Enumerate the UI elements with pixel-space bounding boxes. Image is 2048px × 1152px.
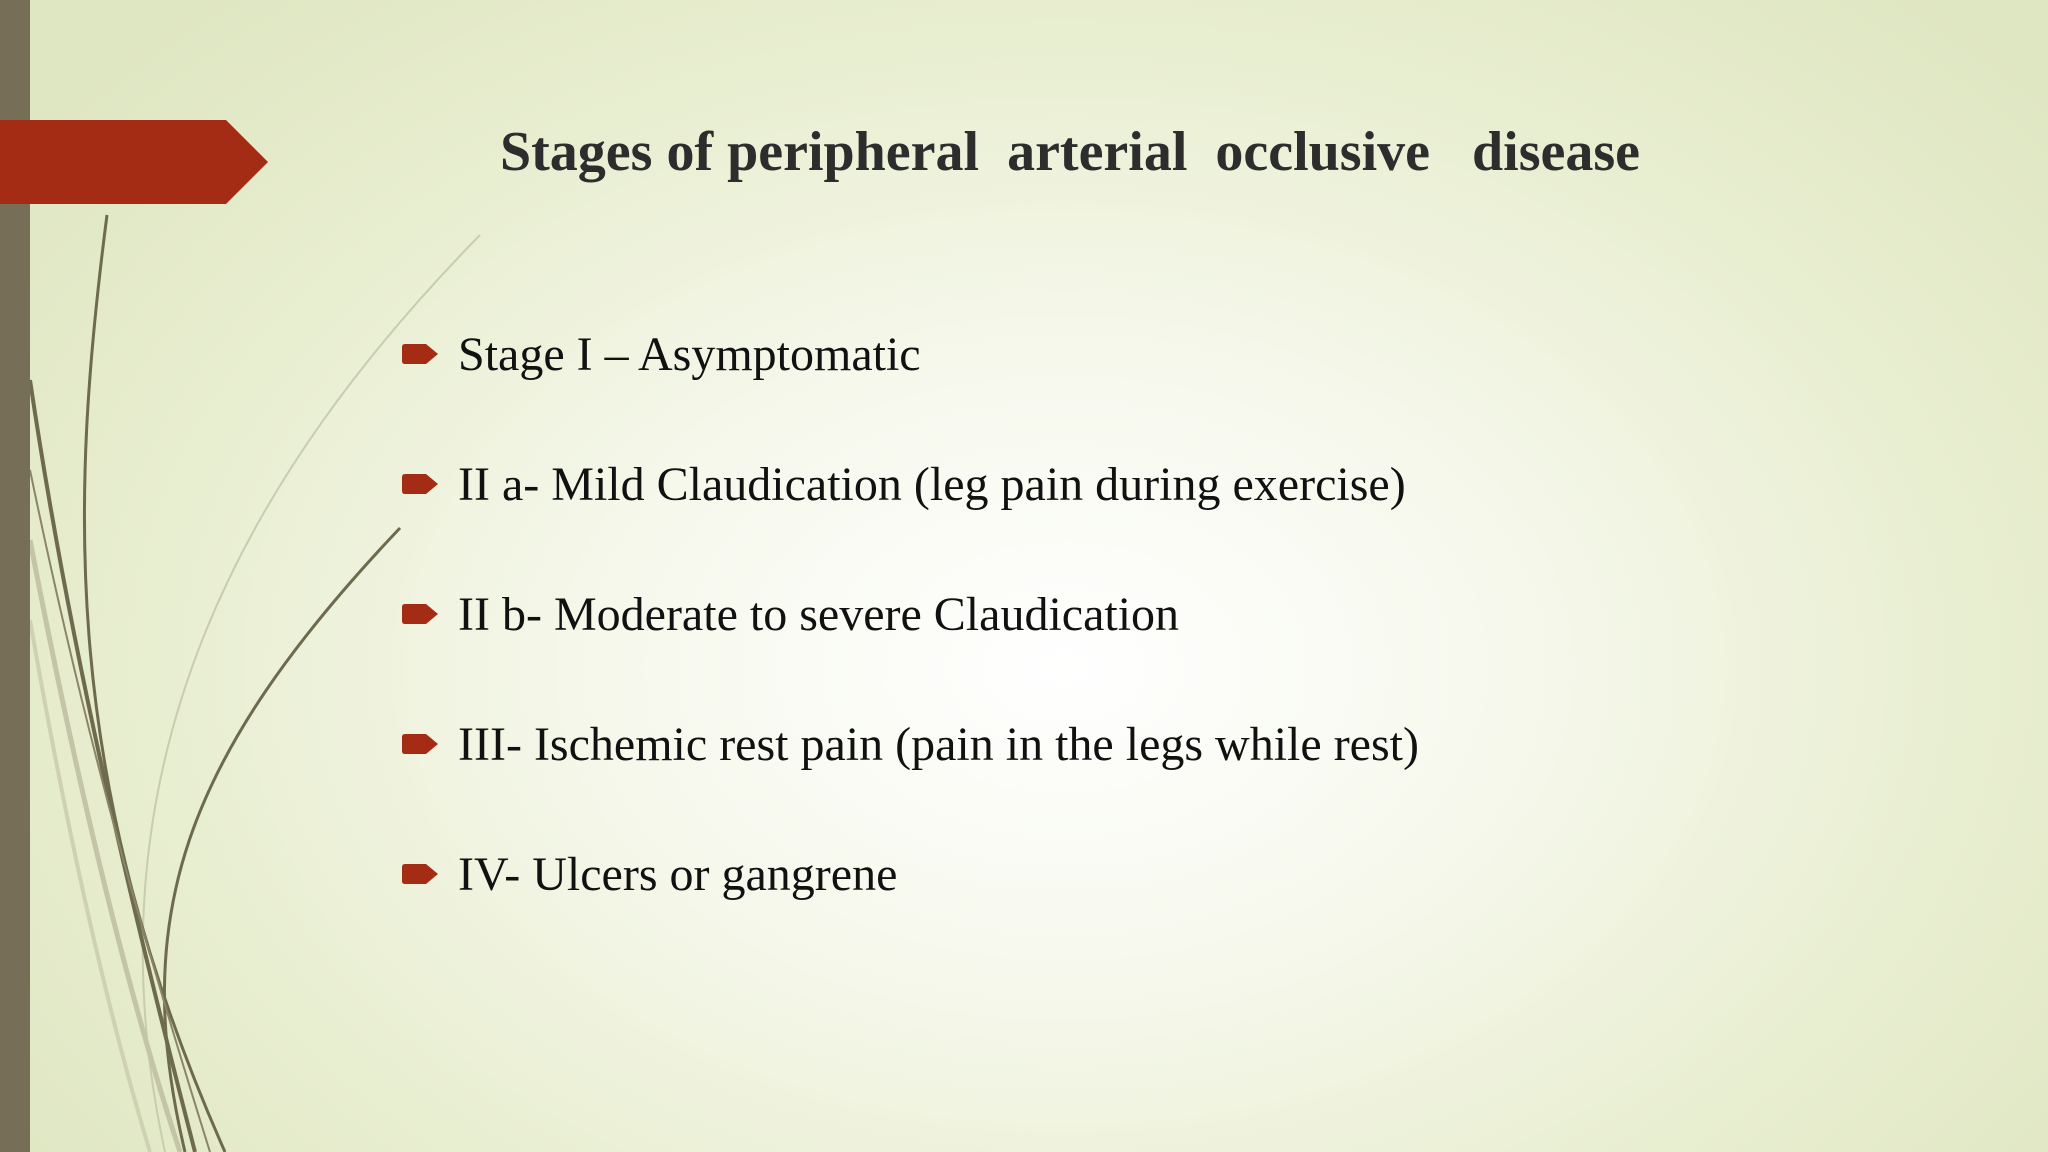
- bullet-text: IV- Ulcers or gangrene: [458, 848, 898, 901]
- bullet-text: II a- Mild Claudication (leg pain during exercise): [458, 458, 1406, 511]
- bullet-text: III- Ischemic rest pain (pain in the legs while rest): [458, 718, 1419, 771]
- right-arrow-icon: [400, 732, 440, 756]
- list-item: [400, 840, 1419, 970]
- list-item: [400, 580, 1419, 710]
- right-arrow-icon: [400, 862, 440, 886]
- slide-title: Stages of peripheral arterial occlusive disease: [500, 121, 1641, 183]
- list-item: [400, 710, 1419, 840]
- right-arrow-icon: [400, 342, 440, 366]
- list-item: [400, 450, 1419, 580]
- bullet-text: II b- Moderate to severe Claudication: [458, 588, 1180, 641]
- right-arrow-icon: [400, 472, 440, 496]
- bullet-text: Stage I – Asymptomatic: [458, 328, 921, 381]
- right-arrow-icon: [400, 602, 440, 626]
- bullet-list: [400, 320, 1419, 970]
- title-accent-tab: [0, 120, 270, 204]
- list-item: [400, 320, 1419, 450]
